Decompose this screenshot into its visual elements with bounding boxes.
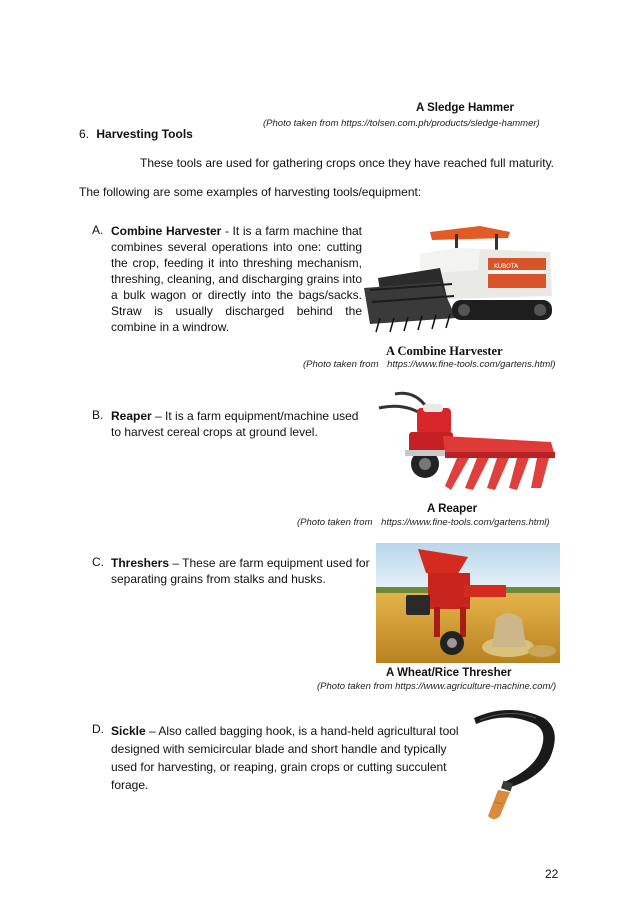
- page-number: 22: [545, 867, 559, 881]
- reaper-credit-prefix: (Photo taken from: [297, 517, 373, 528]
- sledge-hammer-caption-title: A Sledge Hammer: [416, 102, 514, 114]
- thresher-caption: A Wheat/Rice Thresher: [386, 667, 512, 679]
- item-b-name: Reaper: [111, 409, 152, 423]
- combine-harvester-credit-prefix: (Photo taken from: [303, 359, 379, 370]
- section-heading: [79, 126, 193, 142]
- sledge-hammer-caption-credit: (Photo taken from https://tolsen.com.ph/products/sledge-hammer): [263, 118, 540, 129]
- item-c-desc: – These are farm equipment used for separating grains from stalks and husks.: [111, 556, 370, 586]
- combine-harvester-image: [360, 218, 560, 340]
- section-lead: The following are some examples of harvesting tools/equipment:: [79, 185, 422, 199]
- section-intro: These tools are used for gathering crops once they have reached full maturity.: [140, 156, 555, 170]
- combine-harvester-credit-url: https://www.fine-tools.com/gartens.html): [387, 359, 556, 370]
- item-a-desc: - It is a farm machine that combines several operations into one: cutting the crop, feeding it into threshing mechanism, threshing, cleaning, and discharging grains into a bulk wagon or directly into the bags/sacks. Straw is usually discharged behind the combine in a windrow.: [111, 224, 362, 334]
- reaper-credit: [297, 517, 550, 528]
- item-c-letter: C.: [92, 555, 104, 569]
- item-a-name: Combine Harvester: [111, 224, 222, 238]
- item-d-desc: – Also called bagging hook, is a hand-held agricultural tool designed with semicircular blade and short handle and typically used for harvesting, or reaping, grain crops or cutting succulent forage.: [111, 724, 459, 792]
- item-d-description: [111, 722, 461, 794]
- item-b-letter: B.: [92, 408, 104, 422]
- combine-harvester-credit: [303, 359, 556, 370]
- thresher-credit: (Photo taken from https://www.agriculture-machine.com/): [317, 681, 557, 692]
- section-title: Harvesting Tools: [96, 127, 193, 141]
- reaper-caption: A Reaper: [427, 503, 478, 515]
- item-b-desc: – It is a farm equipment/machine used to harvest cereal crops at ground level.: [111, 409, 359, 439]
- reaper-credit-url: https://www.fine-tools.com/gartens.html): [381, 517, 550, 528]
- item-d-letter: D.: [92, 722, 104, 736]
- combine-harvester-caption: A Combine Harvester: [386, 344, 503, 358]
- item-a-letter: A.: [92, 223, 104, 237]
- section-number: 6.: [79, 127, 90, 141]
- item-d-name: Sickle: [111, 724, 146, 738]
- reaper-image: [365, 386, 561, 496]
- item-b-description: [111, 408, 369, 440]
- item-a-description: [111, 223, 362, 335]
- thresher-image: [376, 543, 560, 663]
- item-c-name: Threshers: [111, 556, 170, 570]
- sickle-image: [470, 706, 562, 822]
- item-c-description: [111, 555, 373, 587]
- svg-text:KUBOTA: KUBOTA: [494, 263, 519, 270]
